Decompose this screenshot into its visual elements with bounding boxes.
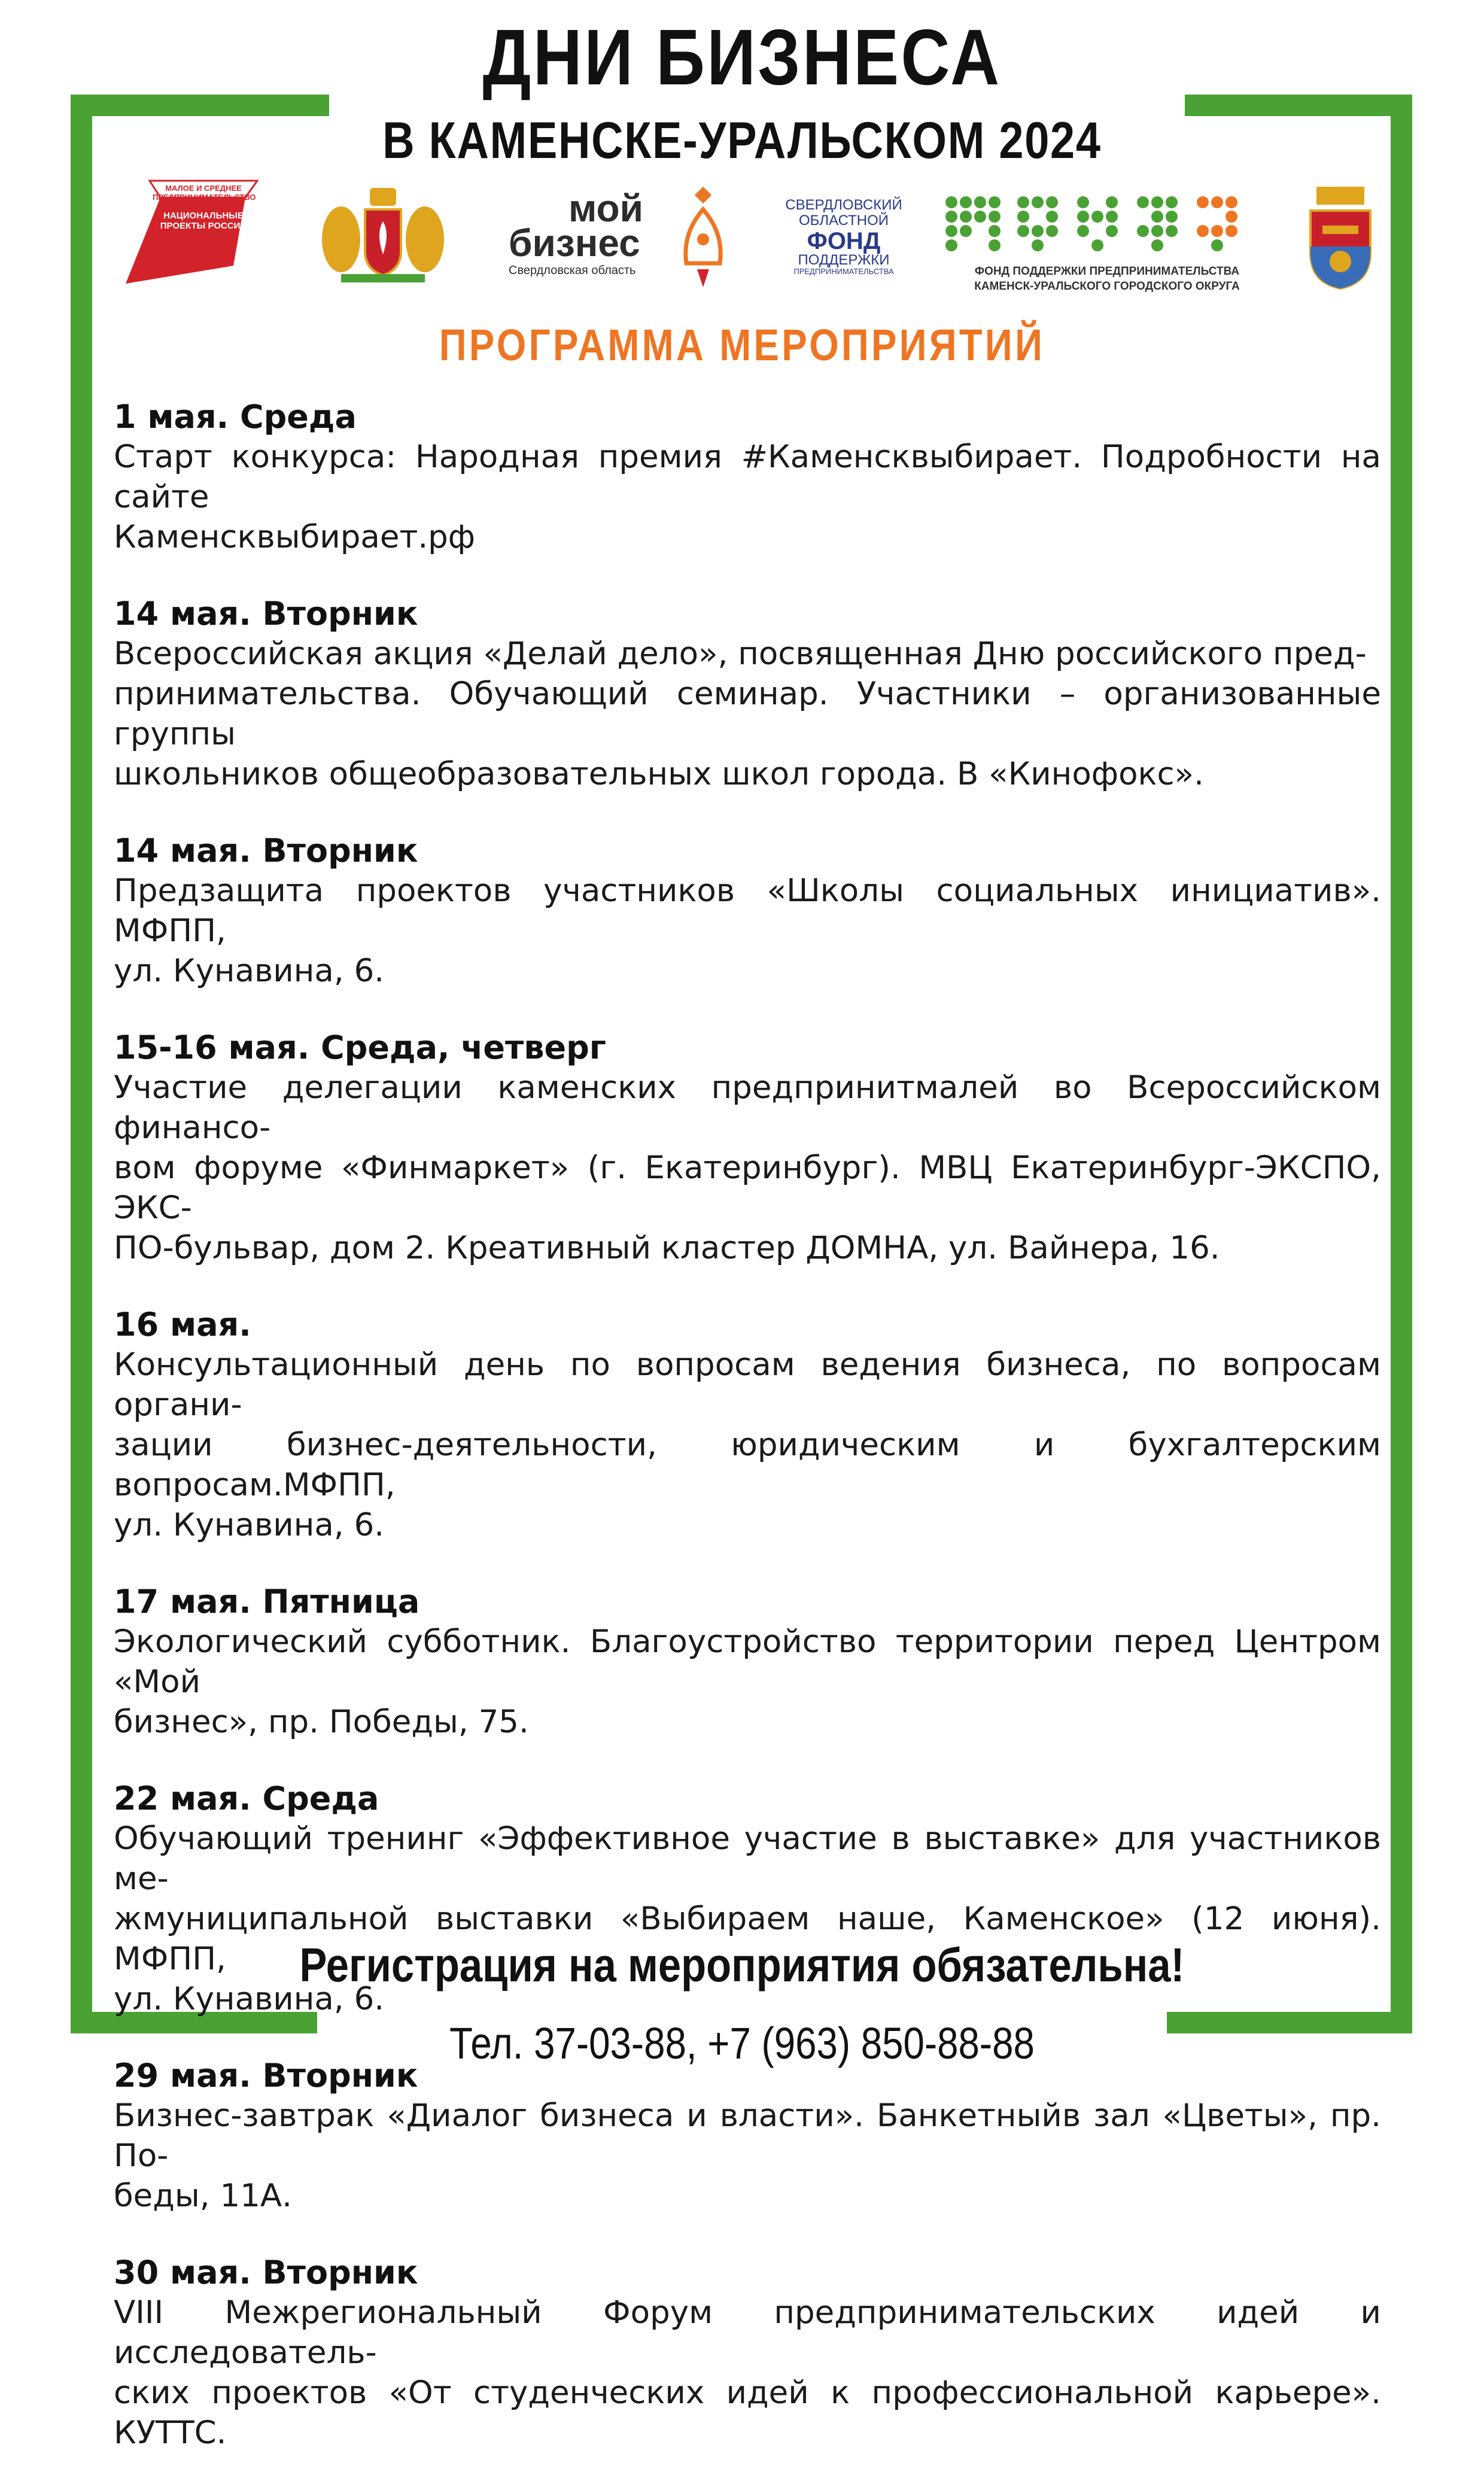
event-date: 15-16 мая. Среда, четверг [114, 1029, 606, 1066]
event-description: Предзащита проектов участников «Школы социальных инициатив». МФПП, ул. Кунавина, 6. [114, 872, 1381, 989]
moy-biznes-word1: мой [568, 187, 643, 230]
event-description: Участие делегации каменских предпринитмалей во Всероссийском финансо- вом форуме «Финмаркет» (г. Екатеринбург). МВЦ Екатеринбург-ЭКСПО, ЭКС- ПО-бульвар, дом 2. Креативный кластер ДОМНА, ул. Вайнера, 16. [114, 1069, 1381, 1266]
program-title: ПРОГРАММА МЕРОПРИЯТИЙ [439, 320, 1045, 370]
event-date: 1 мая. Среда [114, 398, 357, 436]
sverdlovsk-coat-of-arms [317, 180, 449, 287]
event-date: 22 мая. Среда [114, 1780, 379, 1817]
event-item [114, 397, 1381, 557]
event-date: 29 мая. Вторник [114, 2057, 418, 2094]
event-description: VIII Межрегиональный Форум предпринимательских идей и исследователь- ских проектов «От студенческих идей к профессиональной карьере». КУТТС. [114, 2294, 1381, 2451]
fond-kamensk-logo [939, 190, 1275, 298]
fond-kamensk-text: ФОНД ПОДДЕРЖКИ ПРЕДПРИНИМАТЕЛЬСТВА КАМЕНСК-УРАЛЬСКОГО ГОРОДСКОГО ОКРУГА [974, 265, 1240, 293]
dot-grid-icon [939, 190, 1275, 262]
registration-notice: Регистрация на мероприятия обязательна! [299, 1938, 1185, 1992]
kamensk-coat-of-arms [1298, 181, 1382, 294]
moy-biznes-region: Свердловская область [509, 264, 636, 278]
event-date: 17 мая. Пятница [114, 1583, 420, 1621]
event-item [114, 2056, 1381, 2216]
partner-logos [114, 174, 1370, 305]
national-projects-text: МАЛОЕ И СРЕДНЕЕ ПРЕДПРИНИМАТЕЛЬСТВО НАЦИОНАЛЬНЫЕ ПРОЕКТЫ РОССИИ [153, 184, 256, 232]
event-item [114, 594, 1381, 794]
moy-biznes-word2: бизнес [509, 221, 640, 264]
event-description: Обучающий тренинг «Эффективное участие в выставке» для участников ме- жмуниципальной выставки «Выбираем наше, Каменское» (12 июня). МФПП, ул. Кунавина, 6. [114, 1820, 1381, 2017]
event-description: Всероссийская акция «Делай дело», посвященная Дню российского пред- принимательства. Обучающий семинар. Участники – организованные группы школьников общеобразовательных школ города. В «Кинофокс». [114, 636, 1381, 792]
events-list [114, 397, 1381, 2490]
event-item [114, 1305, 1381, 1545]
event-item [114, 2253, 1381, 2453]
event-description: Старт конкурса: Народная премия #Каменсквыбирает. Подробности на сайте Каменсквыбирает.рф [114, 439, 1381, 555]
coat-of-arms-icon [317, 180, 449, 287]
event-date: 16 мая. [114, 1306, 251, 1343]
event-description: Бизнес-завтрак «Диалог бизнеса и власти». Банкетныйв зал «Цветы», пр. По- беды, 11А. [114, 2097, 1381, 2214]
rocket-logo [670, 186, 736, 293]
national-projects-logo [114, 176, 269, 290]
event-date: 14 мая. Вторник [114, 595, 418, 633]
event-description: Экологический субботник. Благоустройство территории перед Центром «Мой бизнес», пр. Победы, 75. [114, 1623, 1381, 1740]
contact-phone: Тел. 37-03-88, +7 (963) 850-88-88 [449, 2018, 1035, 2068]
event-date: 14 мая. Вторник [114, 832, 418, 869]
event-date: 30 мая. Вторник [114, 2254, 418, 2291]
page-subtitle: В КАМЕНСКЕ-УРАЛЬСКОМ 2024 [382, 112, 1102, 169]
rocket-icon [670, 186, 736, 293]
event-item [114, 831, 1381, 991]
event-description: Консультационный день по вопросам ведения бизнеса, по вопросам органи- зации бизнес-деятельности, юридическим и бухгалтерским вопросам.МФПП, ул. Кунавина, 6. [114, 1346, 1381, 1543]
event-item [114, 1582, 1381, 1742]
moy-biznes-logo [509, 187, 664, 281]
kamensk-shield-icon [1298, 181, 1382, 294]
page-title: ДНИ БИЗНЕСА [482, 13, 1002, 101]
sofp-logo: СВЕРДЛОВСКИЙ ОБЛАСТНОЙ ФОНД ПОДДЕРЖКИ ПРЕДПРИНИМАТЕЛЬСТВА [785, 197, 902, 276]
event-item [114, 1028, 1381, 1268]
